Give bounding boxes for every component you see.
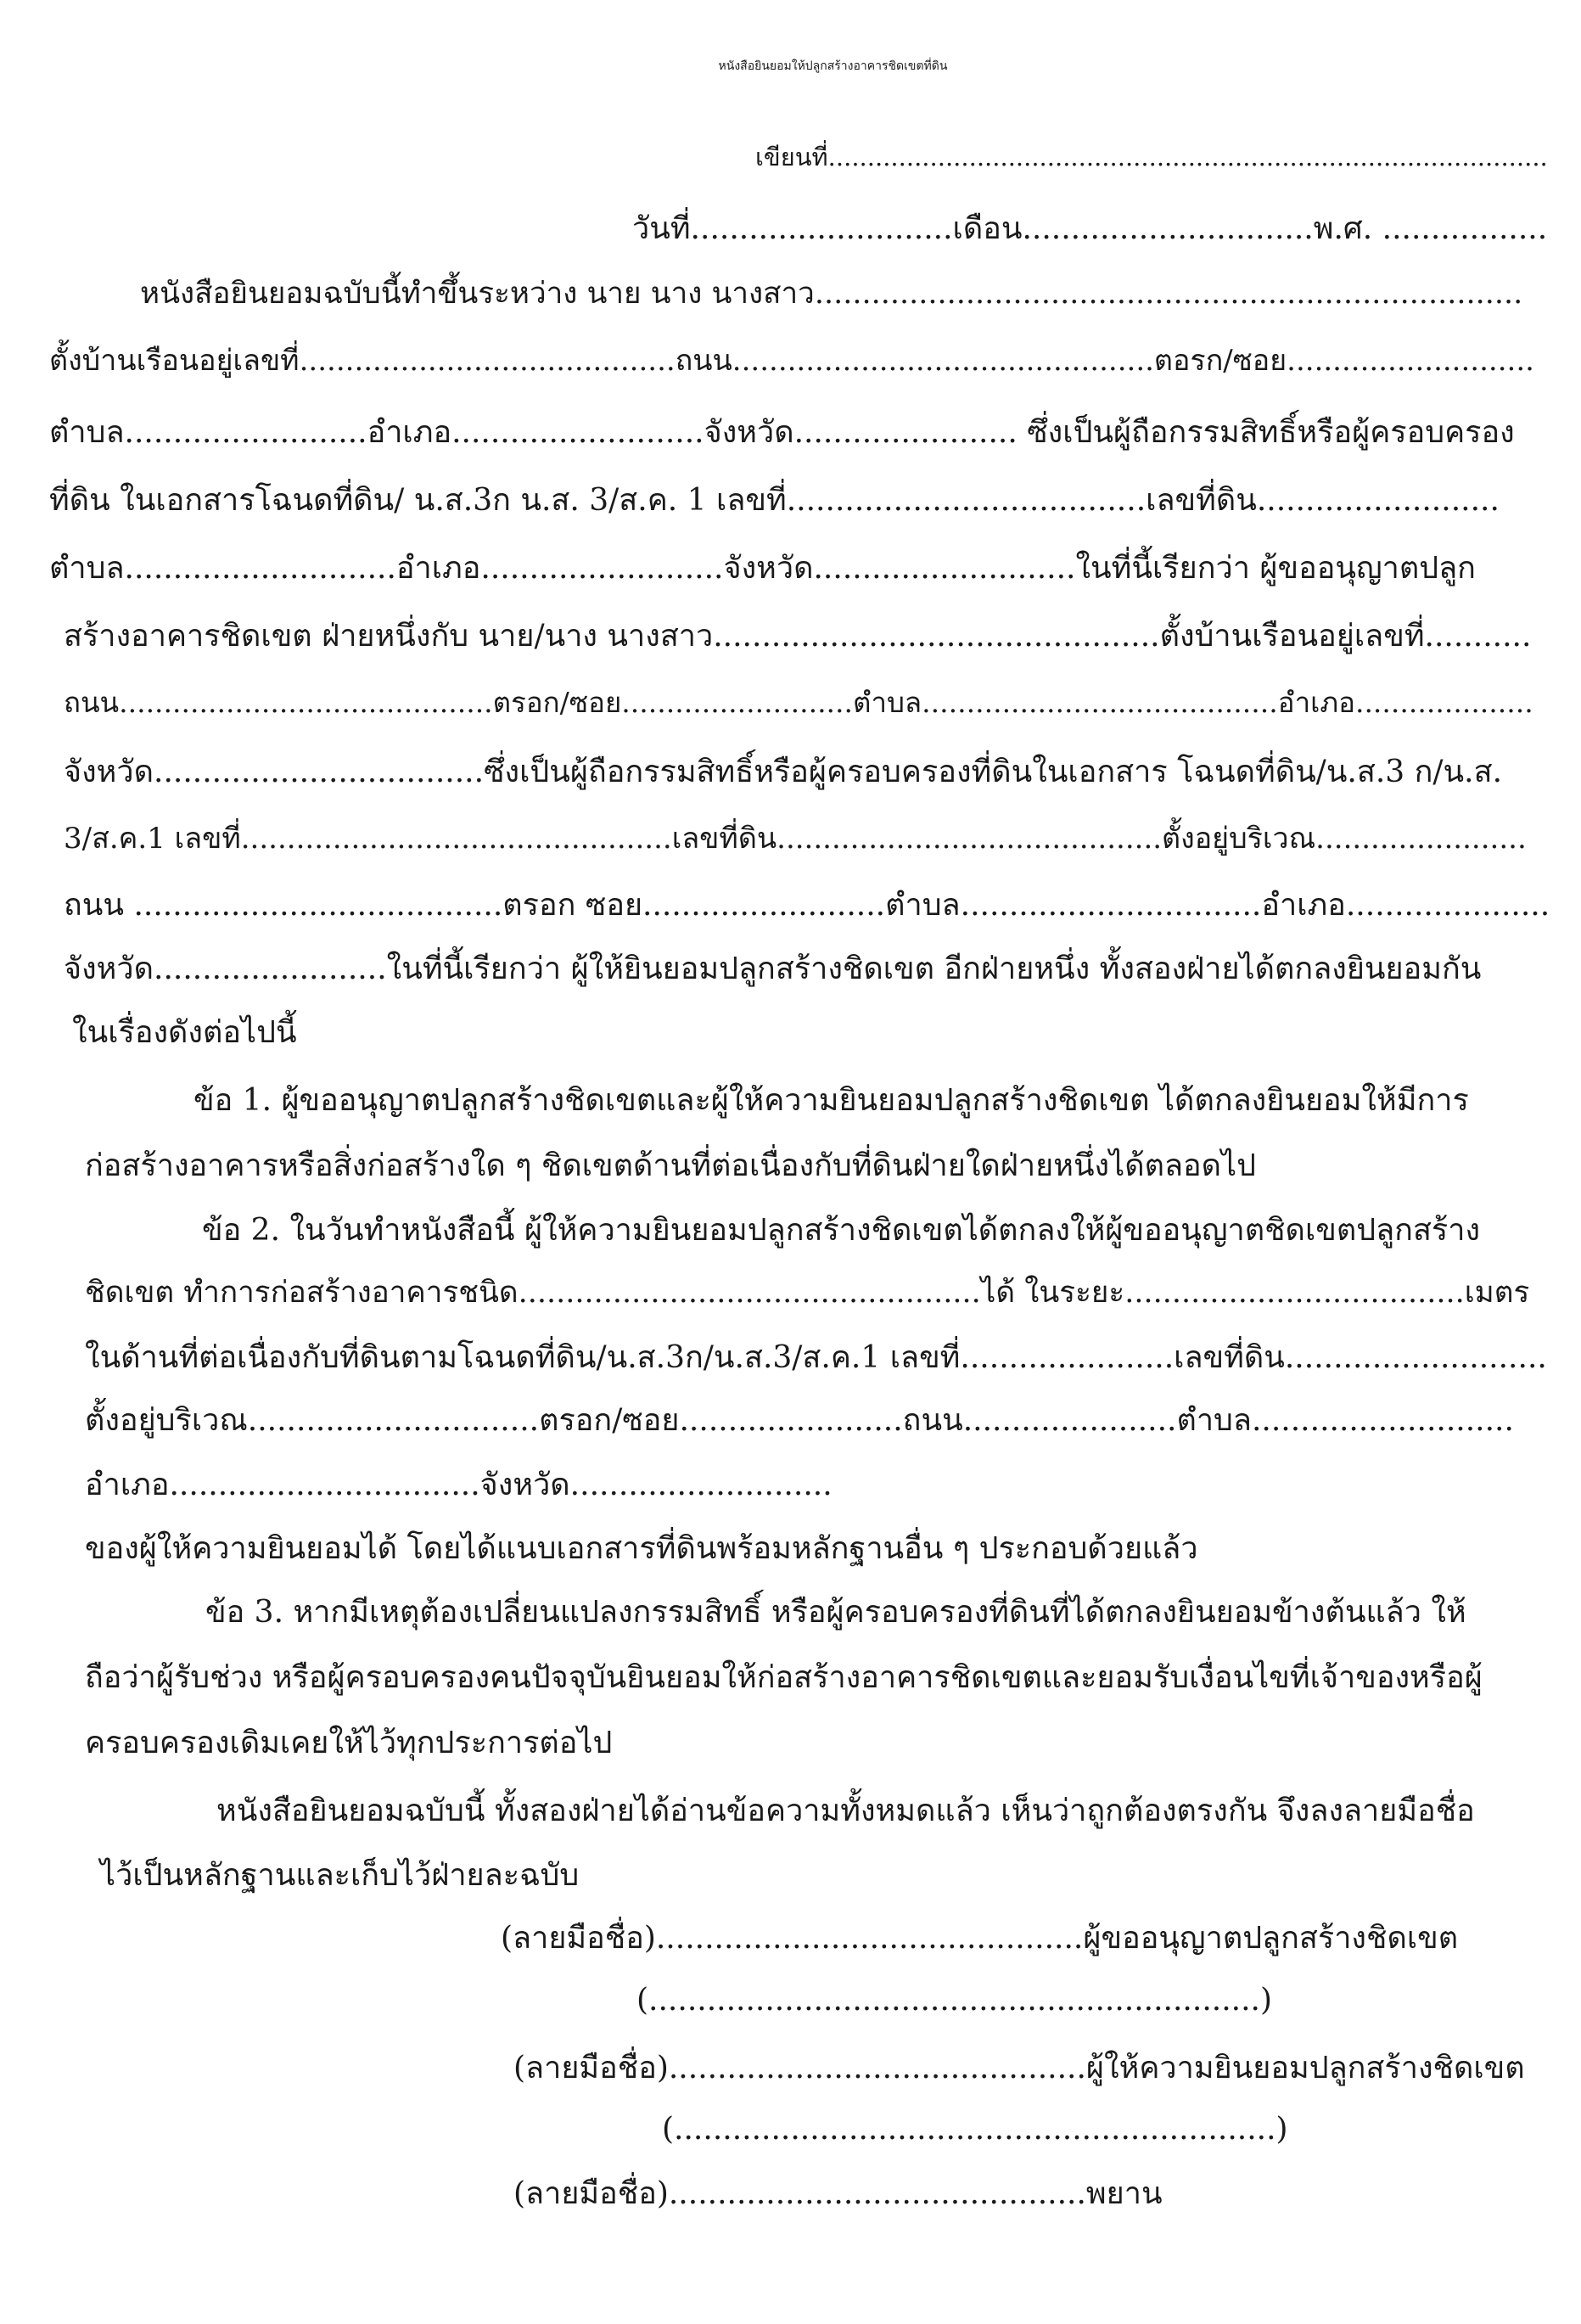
clause-1-line: ข้อ 1. ผู้ขออนุญาตปลูกสร้างชิดเขตและผู้ให้ความยินยอมปลูกสร้างชิดเขต ได้ตกลงยินยอมให้มีการ <box>193 1083 1469 1118</box>
body-line: ตำบล.........................อำเภอ..........................จังหวัด....................... ซึ่งเป็นผู้ถือกรรมสิทธิ์หรือผู้ครอบครอง <box>49 415 1515 450</box>
body-line: จังหวัด........................ในที่นี้เรียกว่า ผู้ให้ยินยอมปลูกสร้างชิดเขต อีกฝ่ายหนึ่ง ทั้งสองฝ่ายได้ตกลงยินยอมกัน <box>64 951 1482 986</box>
body-line: หนังสือยินยอมฉบับนี้ทำขึ้นระหว่าง นาย นาง นางสาว........................................................................... <box>140 277 1523 311</box>
clause-2-line: ข้อ 2. ในวันทำหนังสือนี้ ผู้ให้ความยินยอมปลูกสร้างชิดเขตได้ตกลงให้ผู้ขออนุญาตชิดเขตปลูกสร้าง <box>202 1213 1481 1248</box>
closing-line: ไว้เป็นหลักฐานและเก็บไว้ฝ่ายละฉบับ <box>100 1858 580 1893</box>
clause-3-line: ครอบครองเดิมเคยให้ไว้ทุกประการต่อไป <box>85 1726 613 1760</box>
clause-2-line: ตั้งอยู่บริเวณ..............................ตรอก/ซอย.......................ถนน......................ตำบล........................... <box>85 1403 1514 1438</box>
written-at-line: เขียนที่............................................................................................ <box>755 143 1548 171</box>
signature-applicant-name: (...............................................................) <box>636 1983 1273 2018</box>
document-title: หนังสือยินยอมให้ปลูกสร้างอาคารชิดเขตที่ดิน <box>718 59 948 73</box>
body-line: ถนน ......................................ตรอก ซอย.........................ตำบล...............................อำเภอ..................... <box>64 888 1550 923</box>
clause-2-line: ในด้านที่ต่อเนื่องกับที่ดินตามโฉนดที่ดิน/น.ส.3ก/น.ส.3/ส.ค.1 เลขที่......................เลขที่ดิน........................... <box>85 1340 1547 1375</box>
date-line: วันที่...........................เดือน..............................พ.ศ. ................. <box>632 211 1548 246</box>
signature-consenter: (ลายมือชื่อ)...........................................ผู้ให้ความยินยอมปลูกสร้างชิดเขต <box>513 2051 1525 2085</box>
clause-3-line: ถือว่าผู้รับช่วง หรือผู้ครอบครองคนปัจจุบันยินยอมให้ก่อสร้างอาคารชิดเขตและยอมรับเงื่อนไขที่เจ้าของหรือผู้ <box>85 1660 1483 1695</box>
body-line: ตั้งบ้านเรือนอยู่เลขที่.........................................ถนน..............................................ตอรก/ซอย........................... <box>49 344 1534 378</box>
clause-3-line: ข้อ 3. หากมีเหตุต้องเปลี่ยนแปลงกรรมสิทธิ์ หรือผู้ครอบครองที่ดินที่ได้ตกลงยินยอมข้างต้นแล้ว ให้ <box>205 1595 1466 1630</box>
clause-2-line: ชิดเขต ทำการก่อสร้างอาคารชนิด.................................................ได้ ในระยะ....................................เมตร <box>85 1276 1530 1310</box>
clause-2-line: ของผู้ให้ความยินยอมได้ โดยได้แนบเอกสารที่ดินพร้อมหลักฐานอื่น ๆ ประกอบด้วยแล้ว <box>85 1531 1198 1566</box>
signature-consenter-name: (..............................................................) <box>662 2112 1288 2147</box>
body-line: 3/ส.ค.1 เลขที่...............................................เลขที่ดิน..........................................ตั้งอยู่บริเวณ....................... <box>64 822 1527 856</box>
closing-line: หนังสือยินยอมฉบับนี้ ทั้งสองฝ่ายได้อ่านข้อความทั้งหมดแล้ว เห็นว่าถูกต้องตรงกัน จึงลงลายมือชื่อ <box>216 1794 1475 1828</box>
clause-2-line: อำเภอ................................จังหวัด........................... <box>85 1468 833 1502</box>
body-line: ที่ดิน ในเอกสารโฉนดที่ดิน/ น.ส.3ก น.ส. 3/ส.ค. 1 เลขที่.....................................เลขที่ดิน......................... <box>49 483 1500 518</box>
body-line: ถนน..........................................ตรอก/ซอย..........................ตำบล........................................อำเภอ.................... <box>64 686 1533 719</box>
clause-1-line: ก่อสร้างอาคารหรือสิ่งก่อสร้างใด ๆ ชิดเขตด้านที่ต่อเนื่องกับที่ดินฝ่ายใดฝ่ายหนึ่งได้ตลอดไป <box>85 1148 1257 1183</box>
signature-applicant: (ลายมือชื่อ)............................................ผู้ขออนุญาตปลูกสร้างชิดเขต <box>501 1921 1459 1956</box>
body-line: สร้างอาคารชิดเขต ฝ่ายหนึ่งกับ นาย/นาง นางสาว..............................................ตั้งบ้านเรือนอยู่เลขที่........... <box>64 619 1532 654</box>
signature-witness: (ลายมือชื่อ)...........................................พยาน <box>513 2176 1163 2211</box>
body-line: ในเรื่องดังต่อไปนี้ <box>72 1015 297 1050</box>
body-line: ตำบล............................อำเภอ.........................จังหวัด...........................ในที่นี้เรียกว่า ผู้ขออนุญาตปลูก <box>49 551 1476 586</box>
body-line: จังหวัด..................................ซึ่งเป็นผู้ถือกรรมสิทธิ์หรือผู้ครอบครองที่ดินในเอกสาร โฉนดที่ดิน/น.ส.3 ก/น.ส. <box>64 755 1503 789</box>
